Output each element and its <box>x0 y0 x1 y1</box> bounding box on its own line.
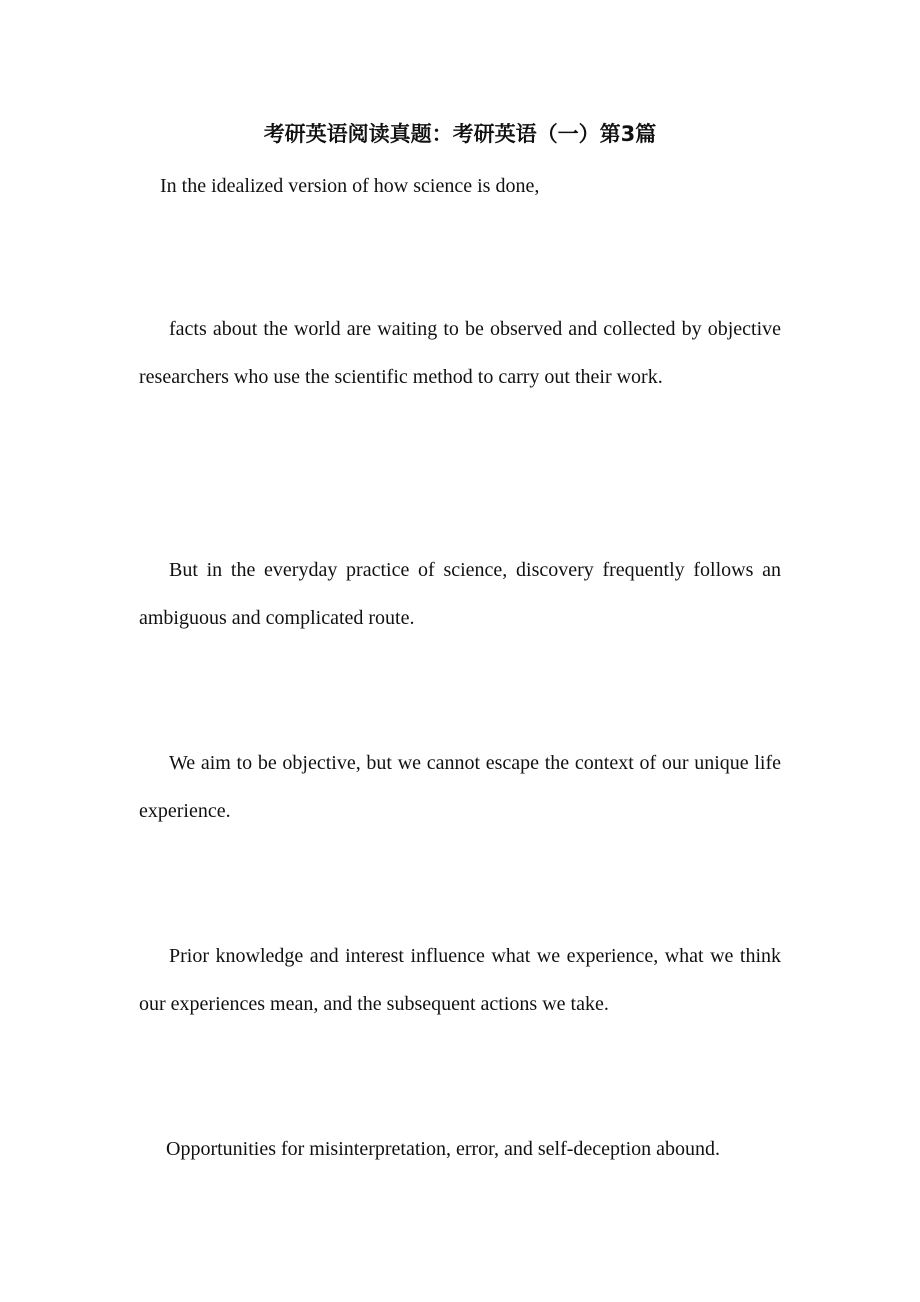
paragraph-3: But in the everyday practice of science, discovery frequently follows an ambiguous and complicated route. <box>139 559 781 629</box>
page-title: 考研英语阅读真题：考研英语（一）第3篇 <box>263 122 657 146</box>
paragraph-4: We aim to be objective, but we cannot escape the context of our unique life experience. <box>139 752 781 822</box>
paragraph-1: In the idealized version of how science is done, <box>160 175 540 197</box>
paragraph-2: facts about the world are waiting to be observed and collected by objective researchers who use the scientific method to carry out their work. <box>139 318 781 388</box>
paragraph-6: Opportunities for misinterpretation, error, and self-deception abound. <box>166 1138 721 1160</box>
paragraph-5: Prior knowledge and interest influence what we experience, what we think our experiences mean, and the subsequent actions we take. <box>139 945 781 1015</box>
